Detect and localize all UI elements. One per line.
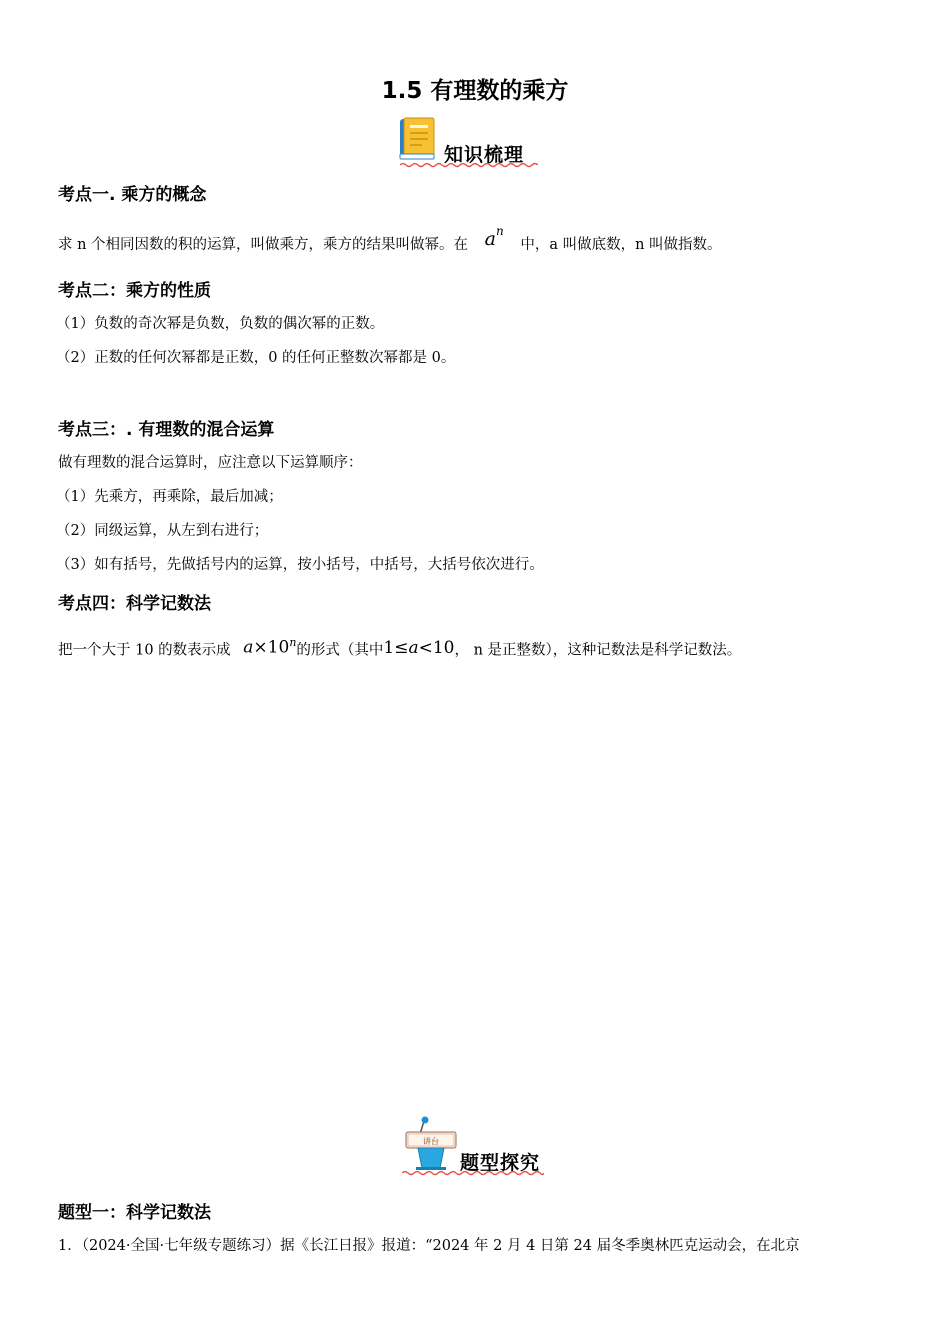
math-a-power-n: $a^n$ [484,224,504,250]
topics-banner-label: 题型探究 [460,1152,541,1174]
topics-banner [400,1116,545,1176]
section-heading-properties: 考点二：乘方的性质 [58,281,211,301]
book-icon [398,116,436,162]
mixed-operations-intro: 做有理数的混合运算时，应注意以下运算顺序： [58,455,363,471]
mixed-operations-item-3: （3）如有括号，先做括号内的运算，按小括号，中括号，大括号依次进行。 [56,557,544,573]
section-heading-concept: 考点一. 乘方的概念 [58,185,207,205]
page-title: 1.5 有理数的乘方 [381,78,569,104]
knowledge-banner [396,116,541,168]
wavy-underline [400,162,538,168]
scientific-text-before: 把一个大于 10 的数表示成 [58,642,231,659]
properties-item-1: （1）负数的奇次幂是负数，负数的偶次幂的正数。 [56,316,385,332]
section-heading-scientific-notation: 考点四：科学记数法 [58,594,211,614]
mixed-operations-item-1: （1）先乘方，再乘除，最后加减； [56,489,283,505]
wavy-underline [402,1170,544,1176]
scientific-text-mid: 的形式（其中 [296,642,384,659]
podium-icon [400,1116,460,1172]
concept-text-before: 求 n 个相同因数的积的运算，叫做乘方，乘方的结果叫做幂。在 [58,237,469,253]
concept-text-after: 中，a 叫做底数，n 叫做指数。 [520,237,722,253]
podium-label: 讲台 [423,1137,439,1146]
section-heading-mixed-operations: 考点三：. 有理数的混合运算 [58,420,275,440]
scientific-notation-paragraph [58,638,741,660]
scientific-text-after: ， n 是正整数），这种记数法是科学记数法。 [454,642,742,659]
math-a-times-ten-power-n: $a\times 10^n$ [243,636,297,658]
knowledge-banner-label: 知识梳理 [444,144,525,166]
math-inequality: 1≤a<10 [383,637,455,658]
question-1-text: 1．（2024·全国·七年级专题练习）据《长江日报》报道：“2024 年 2 月 4 日第 24 届冬季奥林匹克运动会，在北京 [58,1238,800,1254]
section-heading-type-1: 题型一：科学记数法 [58,1203,211,1223]
properties-item-2: （2）正数的任何次幂都是正数，0 的任何正整数次幂都是 0。 [56,350,456,366]
concept-paragraph [58,224,722,254]
mixed-operations-item-2: （2）同级运算，从左到右进行； [56,523,269,539]
